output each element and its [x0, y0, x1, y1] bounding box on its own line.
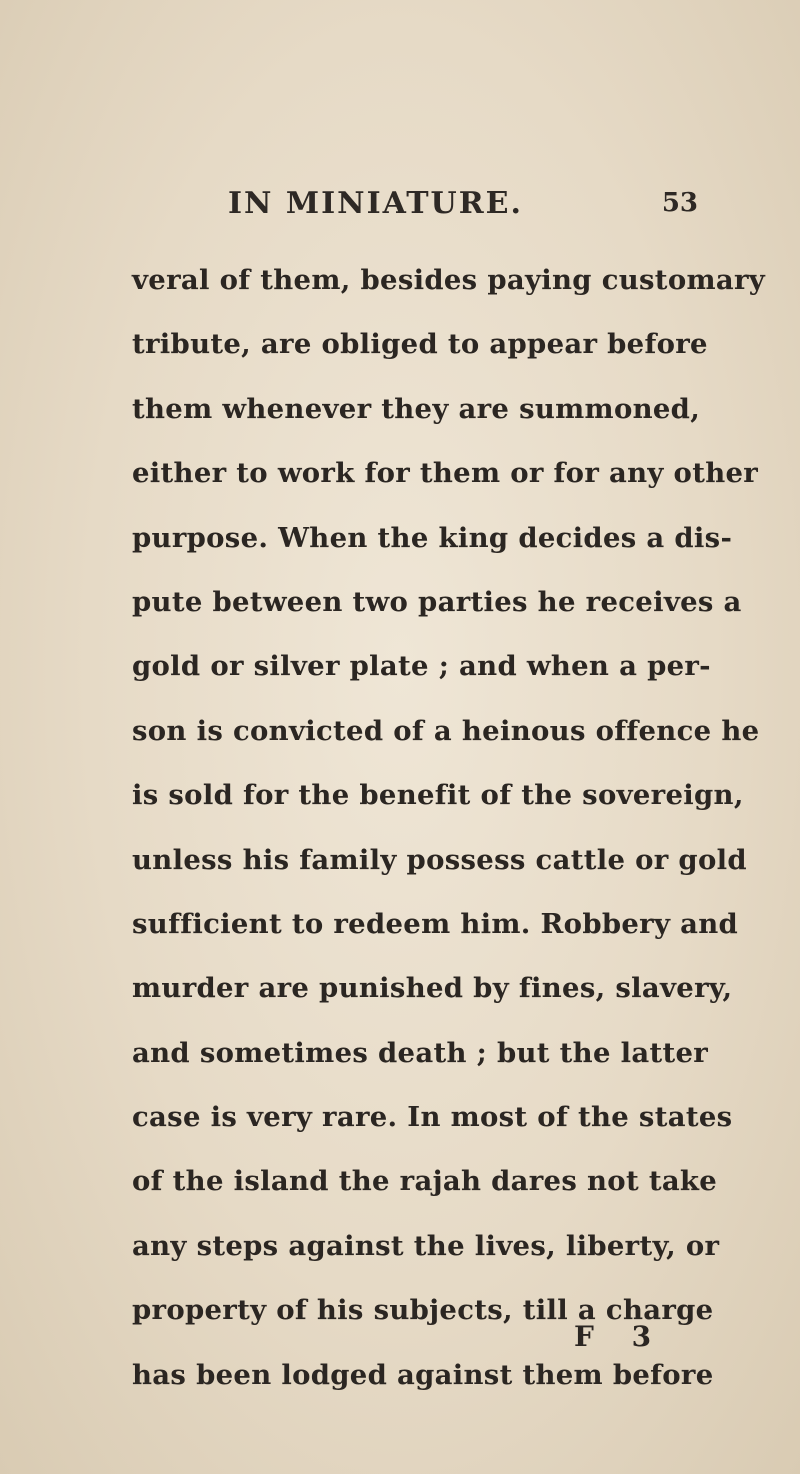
- text-line: sufficient to redeem him. Robbery and: [132, 907, 739, 940]
- text-line: of the island the rajah dares not take: [132, 1165, 718, 1198]
- text-line: them whenever they are summoned,: [132, 392, 701, 425]
- page-number: 53: [661, 188, 698, 218]
- signature-mark: F 3: [574, 1320, 666, 1353]
- text-line: any steps against the lives, liberty, or: [132, 1229, 720, 1262]
- text-line: has been lodged against them before: [132, 1358, 714, 1391]
- body-text: [132, 248, 766, 1407]
- text-line: and sometimes death ; but the latter: [132, 1036, 709, 1069]
- text-line: purpose. When the king decides a dis-: [132, 521, 733, 554]
- text-line: case is very rare. In most of the states: [132, 1101, 733, 1134]
- text-line: tribute, are obliged to appear before: [132, 328, 708, 361]
- text-line: unless his family possess cattle or gold: [132, 843, 747, 876]
- page-header: [228, 186, 698, 234]
- text-line: gold or silver plate ; and when a per-: [132, 650, 711, 683]
- text-line: is sold for the benefit of the sovereign,: [132, 779, 744, 812]
- text-line: pute between two parties he receives a: [132, 585, 742, 618]
- text-line: either to work for them or for any other: [132, 457, 759, 490]
- text-line: murder are punished by fines, slavery,: [132, 972, 733, 1005]
- text-line: son is convicted of a heinous offence he: [132, 714, 760, 747]
- text-line: property of his subjects, till a charge: [132, 1294, 714, 1327]
- text-line: veral of them, besides paying customary: [132, 264, 766, 296]
- running-head: IN MINIATURE.: [228, 186, 523, 221]
